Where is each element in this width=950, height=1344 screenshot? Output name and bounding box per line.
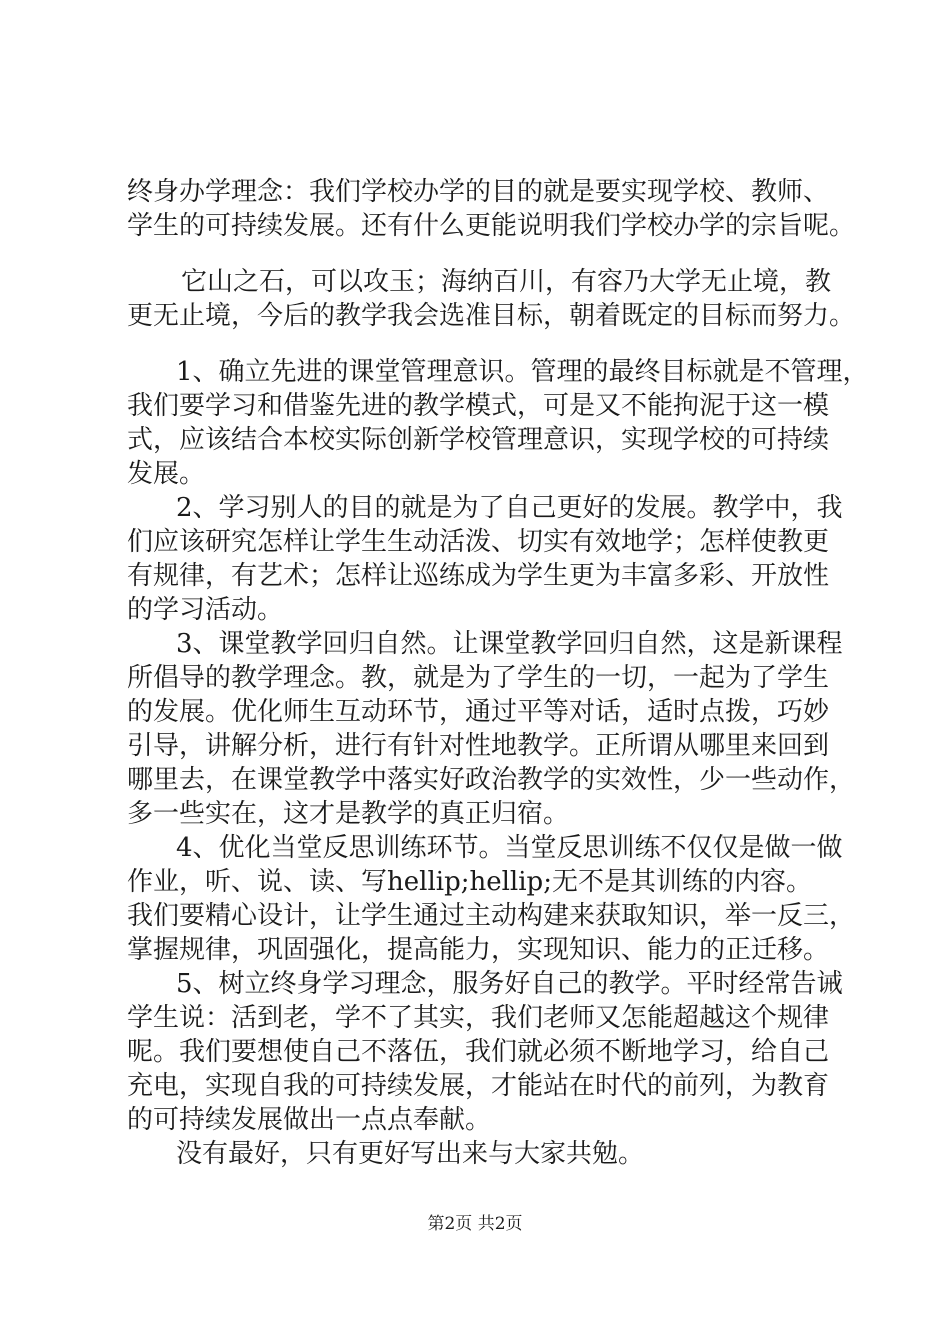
text-line: 终身办学理念：我们学校办学的目的就是要实现学校、教师、: [127, 177, 830, 207]
text-line: 多一些实在，这才是教学的真正归宿。: [127, 799, 570, 829]
text-line: 的发展。优化师生互动环节，通过平等对话，适时点拨，巧妙: [127, 697, 830, 727]
text-line: 我们要精心设计，让学生通过主动构建来获取知识，举一反三，: [127, 901, 856, 931]
page-number-footer: 第2页 共2页: [427, 1214, 523, 1234]
text-line: 呢。我们要想使自己不落伍，我们就必须不断地学习，给自己: [127, 1037, 830, 1067]
text-line: 没有最好，只有更好写出来与大家共勉。: [176, 1139, 645, 1169]
text-line: 哪里去，在课堂教学中落实好政治教学的实效性，少一些动作，: [127, 765, 856, 795]
text-line: 充电，实现自我的可持续发展，才能站在时代的前列，为教育: [127, 1071, 830, 1101]
text-line: 掌握规律，巩固强化，提高能力，实现知识、能力的正迁移。: [127, 935, 830, 965]
text-line: 5、树立终身学习理念，服务好自己的教学。平时经常告诫: [176, 969, 843, 999]
text-line: 3、课堂教学回归自然。让课堂教学回归自然，这是新课程: [176, 629, 843, 659]
text-line: 学生说：活到老，学不了其实，我们老师又怎能超越这个规律: [127, 1003, 830, 1033]
text-line: 的可持续发展做出一点点奉献。: [127, 1105, 492, 1135]
text-line: 更无止境，今后的教学我会选准目标，朝着既定的目标而努力。: [127, 301, 856, 331]
text-line: 作业，听、说、读、写hellip;hellip;无不是其训练的内容。: [127, 867, 812, 897]
text-line: 我们要学习和借鉴先进的教学模式，可是又不能拘泥于这一模: [127, 391, 830, 421]
text-line: 的学习活动。: [127, 595, 284, 625]
text-line: 发展。: [127, 459, 206, 489]
text-line: 式，应该结合本校实际创新学校管理意识，实现学校的可持续: [127, 425, 830, 455]
text-line: 2、学习别人的目的就是为了自己更好的发展。教学中，我: [176, 493, 843, 523]
text-line: 学生的可持续发展。还有什么更能说明我们学校办学的宗旨呢。: [127, 211, 856, 241]
text-line: 所倡导的教学理念。教，就是为了学生的一切，一起为了学生: [127, 663, 830, 693]
text-line: 有规律，有艺术；怎样让巡练成为学生更为丰富多彩、开放性: [127, 561, 830, 591]
text-line: 它山之石，可以攻玉；海纳百川，有容乃大学无止境，教: [181, 267, 832, 297]
text-line: 们应该研究怎样让学生生动活泼、切实有效地学；怎样使教更: [127, 527, 830, 557]
text-line: 引导，讲解分析，进行有针对性地教学。正所谓从哪里来回到: [127, 731, 830, 761]
text-line: 1、确立先进的课堂管理意识。管理的最终目标就是不管理，: [176, 357, 869, 387]
text-line: 4、优化当堂反思训练环节。当堂反思训练不仅仅是做一做: [176, 833, 843, 863]
